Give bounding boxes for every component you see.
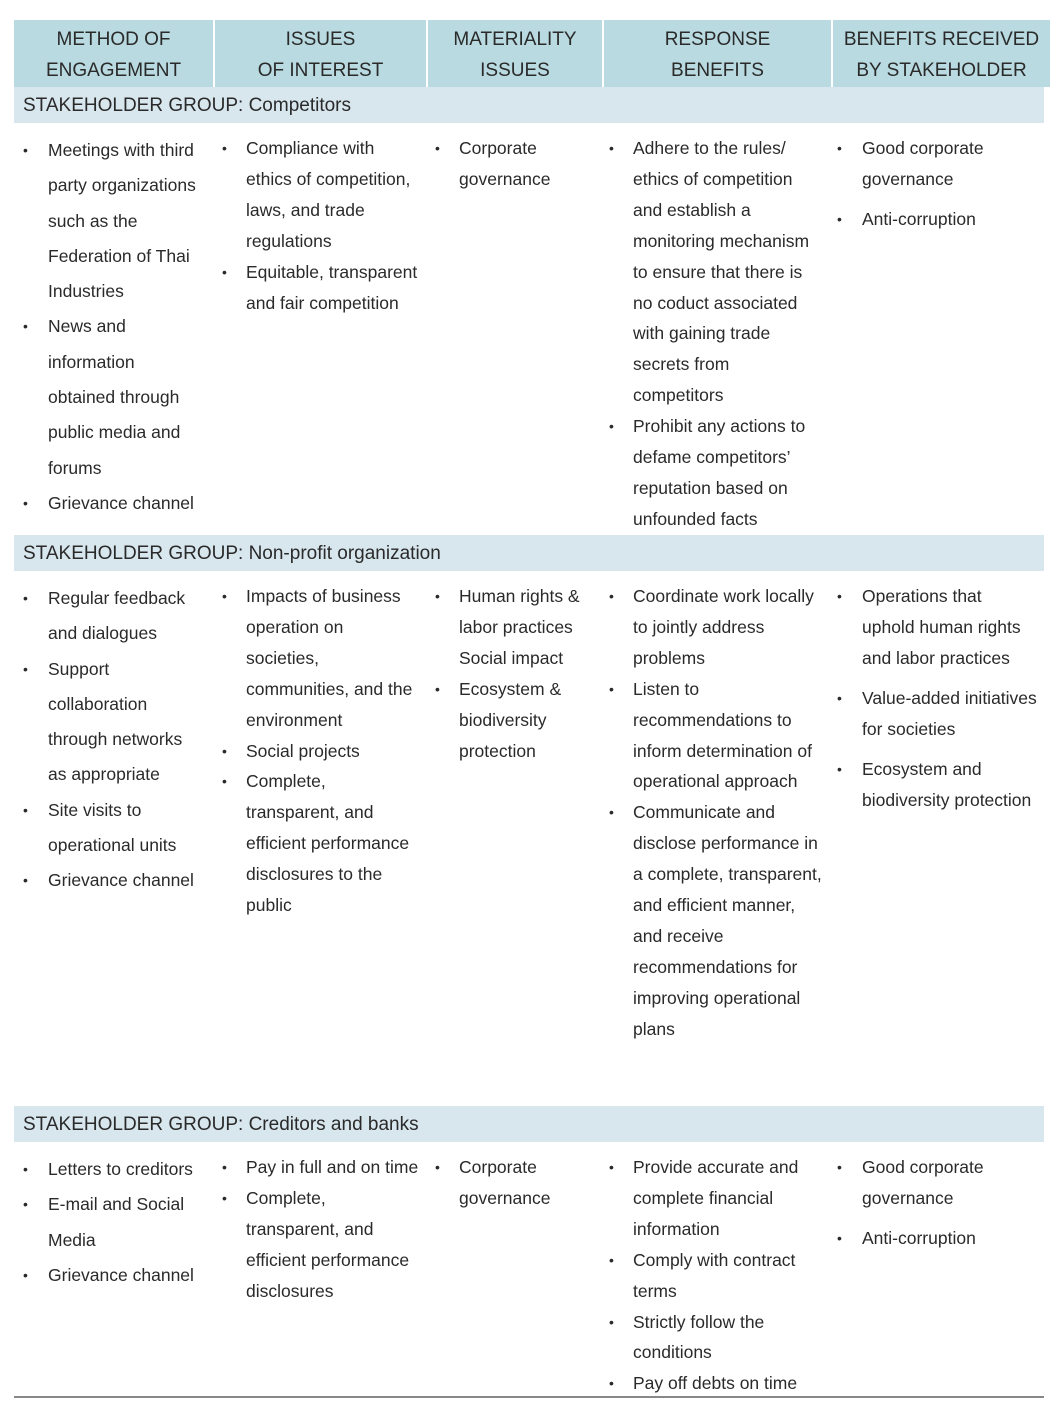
list-item: • Equitable, transparent and fair competition	[213, 257, 420, 319]
bullet-list	[426, 1152, 594, 1214]
table-header	[14, 20, 1044, 87]
list-item: • Ecosystem and biodiversity protection	[828, 754, 1038, 816]
bullet-list	[14, 1152, 207, 1293]
bullet-list	[213, 133, 420, 318]
list-item: • Social projects	[213, 736, 420, 767]
list-item: • Impacts of business operation on societies, communities, and the environment	[213, 581, 420, 736]
table-row	[14, 1142, 1044, 1396]
list-item: • Corporate governance	[426, 1152, 594, 1214]
list-item: • Provide accurate and complete financial information	[600, 1152, 822, 1245]
cell-benefits-received	[828, 1142, 1044, 1399]
cell-materiality-issues	[426, 1142, 600, 1399]
stakeholder-group-heading: STAKEHOLDER GROUP: Creditors and banks	[14, 1106, 1044, 1142]
list-item: • Good corporate governance	[828, 133, 1038, 195]
bullet-list	[828, 1152, 1038, 1254]
cell-response-benefits	[600, 123, 828, 535]
bullet-list	[426, 133, 594, 195]
cell-issues-of-interest	[213, 1142, 426, 1399]
cell-method-of-engagement	[14, 571, 213, 1106]
list-item: • Grievance channel	[14, 1258, 207, 1293]
stakeholder-engagement-table	[14, 20, 1044, 1398]
stakeholder-group-heading: STAKEHOLDER GROUP: Non-profit organization	[14, 535, 1044, 571]
list-item: • Listen to recommendations to inform determination of operational approach	[600, 674, 822, 798]
list-item: • E-mail and Social Media	[14, 1187, 207, 1258]
cell-response-benefits	[600, 571, 828, 1106]
list-item: • Coordinate work locally to jointly address problems	[600, 581, 822, 674]
list-item: • Support collaboration through networks as appropriate	[14, 652, 207, 793]
header-issues-of-interest: ISSUES OF INTEREST	[215, 20, 426, 87]
list-item: • Compliance with ethics of competition, laws, and trade regulations	[213, 133, 420, 257]
bullet-list	[14, 133, 207, 521]
table-row	[14, 571, 1044, 1106]
list-item: • Ecosystem & biodiversity protection	[426, 674, 594, 767]
header-response-benefits: RESPONSE BENEFITS	[604, 20, 831, 87]
bullet-list	[828, 133, 1038, 235]
list-item: • Grievance channel	[14, 863, 207, 898]
bullet-list	[828, 581, 1038, 816]
bullet-list	[213, 1152, 420, 1307]
cell-method-of-engagement	[14, 123, 213, 535]
cell-method-of-engagement	[14, 1142, 213, 1399]
bullet-list	[426, 581, 594, 766]
cell-issues-of-interest	[213, 123, 426, 535]
list-item: • Operations that uphold human rights and labor practices	[828, 581, 1038, 674]
bullet-list	[600, 1152, 822, 1399]
cell-issues-of-interest	[213, 571, 426, 1106]
list-item: • Prohibit any actions to defame competitors’ reputation based on unfounded facts	[600, 411, 822, 535]
list-item: • Site visits to operational units	[14, 793, 207, 864]
list-item: • Pay in full and on time	[213, 1152, 420, 1183]
list-item: • Comply with contract terms	[600, 1245, 822, 1307]
bullet-list	[600, 133, 822, 535]
header-materiality-issues: MATERIALITY ISSUES	[428, 20, 602, 87]
list-item: • Complete, transparent, and efficient performance disclosures to the public	[213, 766, 420, 921]
list-item: • Adhere to the rules/ ethics of competition and establish a monitoring mechanism to ensure that there is no coduct associated with gaining trade secrets from competitors	[600, 133, 822, 411]
list-item: • Corporate governance	[426, 133, 594, 195]
cell-benefits-received	[828, 571, 1044, 1106]
bullet-list	[600, 581, 822, 1045]
list-item: • Anti-corruption	[828, 1223, 1038, 1254]
bullet-list	[213, 581, 420, 921]
cell-materiality-issues	[426, 123, 600, 535]
list-item: • Pay off debts on time	[600, 1368, 822, 1399]
list-item: • Human rights & labor practices Social impact	[426, 581, 594, 674]
list-item: • Regular feedback and dialogues	[14, 581, 207, 652]
list-item: • Communicate and disclose performance in a complete, transparent, and efficient manner, and receive recommendations for improving operational plans	[600, 797, 822, 1044]
list-item: • Value-added initiatives for societies	[828, 683, 1038, 745]
list-item: • Grievance channel	[14, 486, 207, 521]
cell-benefits-received	[828, 123, 1044, 535]
list-item: • Strictly follow the conditions	[600, 1307, 822, 1369]
cell-response-benefits	[600, 1142, 828, 1399]
stakeholder-group-heading: STAKEHOLDER GROUP: Competitors	[14, 87, 1044, 123]
list-item: • Good corporate governance	[828, 1152, 1038, 1214]
list-item: • News and information obtained through public media and forums	[14, 309, 207, 485]
list-item: • Complete, transparent, and efficient performance disclosures	[213, 1183, 420, 1307]
list-item: • Anti-corruption	[828, 204, 1038, 235]
header-method-of-engagement: METHOD OF ENGAGEMENT	[14, 20, 213, 87]
list-item: • Letters to creditors	[14, 1152, 207, 1187]
cell-materiality-issues	[426, 571, 600, 1106]
table-row	[14, 123, 1044, 535]
header-benefits-received: BENEFITS RECEIVED BY STAKEHOLDER	[833, 20, 1050, 87]
bullet-list	[14, 581, 207, 899]
list-item: • Meetings with third party organizations such as the Federation of Thai Industries	[14, 133, 207, 309]
